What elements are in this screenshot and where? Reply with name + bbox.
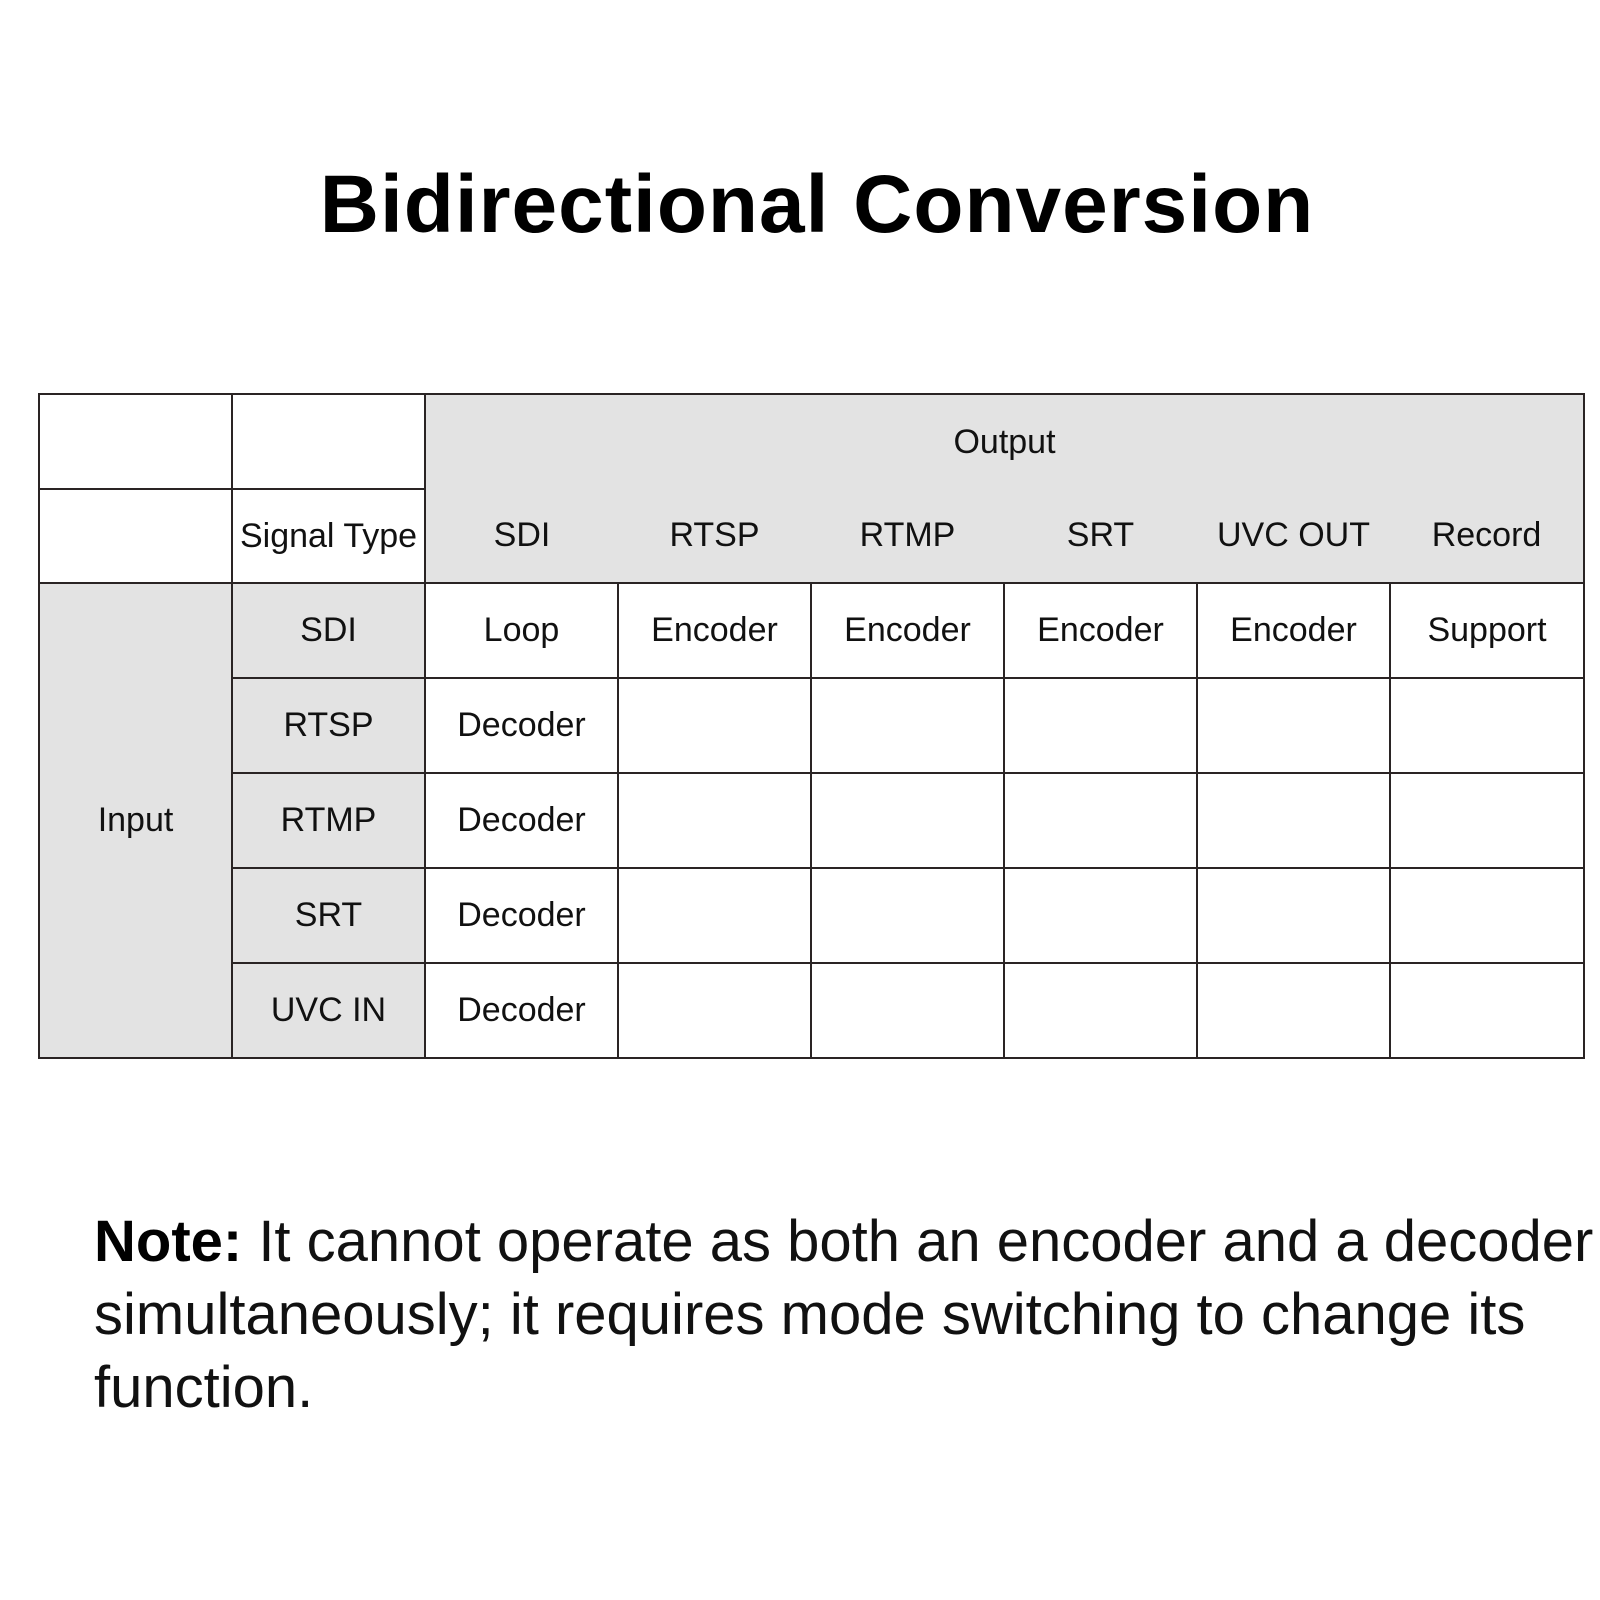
matrix-cell	[1004, 963, 1197, 1058]
matrix-cell: Decoder	[425, 773, 618, 868]
table-row	[39, 868, 1584, 963]
output-column-header: RTMP	[811, 489, 1004, 583]
output-column-header: SDI	[425, 489, 618, 583]
corner-cell	[39, 489, 232, 583]
matrix-cell	[1390, 868, 1584, 963]
matrix-cell: Decoder	[425, 963, 618, 1058]
matrix-cell	[618, 678, 811, 773]
matrix-cell	[811, 868, 1004, 963]
table-row	[39, 583, 1584, 678]
output-column-header: Record	[1390, 489, 1584, 583]
matrix-cell	[1004, 773, 1197, 868]
matrix-cell	[1197, 678, 1390, 773]
matrix-cell	[1004, 868, 1197, 963]
signal-type-label: Signal Type	[232, 489, 425, 583]
matrix-cell	[1197, 868, 1390, 963]
matrix-cell	[811, 678, 1004, 773]
input-row-header: RTMP	[232, 773, 425, 868]
page-title: Bidirectional Conversion	[319, 159, 1315, 250]
corner-cell	[232, 394, 425, 489]
conversion-matrix-table	[38, 393, 1585, 1059]
matrix-cell	[1390, 963, 1584, 1058]
table-row	[39, 773, 1584, 868]
note-label: Note:	[94, 1209, 243, 1274]
matrix-cell: Encoder	[1004, 583, 1197, 678]
matrix-cell	[618, 963, 811, 1058]
matrix-cell	[811, 773, 1004, 868]
matrix-cell	[618, 773, 811, 868]
matrix-cell: Loop	[425, 583, 618, 678]
output-column-header: UVC OUT	[1197, 489, 1390, 583]
table-row	[39, 963, 1584, 1058]
input-row-header: SDI	[232, 583, 425, 678]
matrix-cell	[618, 868, 811, 963]
input-header: Input	[39, 583, 232, 1058]
matrix-cell: Encoder	[618, 583, 811, 678]
header-row-columns	[39, 489, 1584, 583]
note-text: It cannot operate as both an encoder and a decoder simultaneously; it requires mode switching to change its function.	[94, 1209, 1594, 1420]
output-column-header: SRT	[1004, 489, 1197, 583]
matrix-cell: Decoder	[425, 868, 618, 963]
matrix-cell	[1197, 773, 1390, 868]
output-column-header: RTSP	[618, 489, 811, 583]
matrix-cell: Encoder	[811, 583, 1004, 678]
input-row-header: SRT	[232, 868, 425, 963]
matrix-cell	[1197, 963, 1390, 1058]
matrix-cell: Decoder	[425, 678, 618, 773]
corner-cell	[39, 394, 232, 489]
header-row-top	[39, 394, 1584, 489]
matrix-cell	[811, 963, 1004, 1058]
matrix-cell	[1004, 678, 1197, 773]
input-row-header: RTSP	[232, 678, 425, 773]
matrix-cell	[1390, 678, 1584, 773]
table-row	[39, 678, 1584, 773]
matrix-cell: Encoder	[1197, 583, 1390, 678]
matrix-cell: Support	[1390, 583, 1584, 678]
input-row-header: UVC IN	[232, 963, 425, 1058]
note-paragraph	[94, 1205, 1594, 1424]
output-header: Output	[425, 394, 1584, 489]
matrix-cell	[1390, 773, 1584, 868]
